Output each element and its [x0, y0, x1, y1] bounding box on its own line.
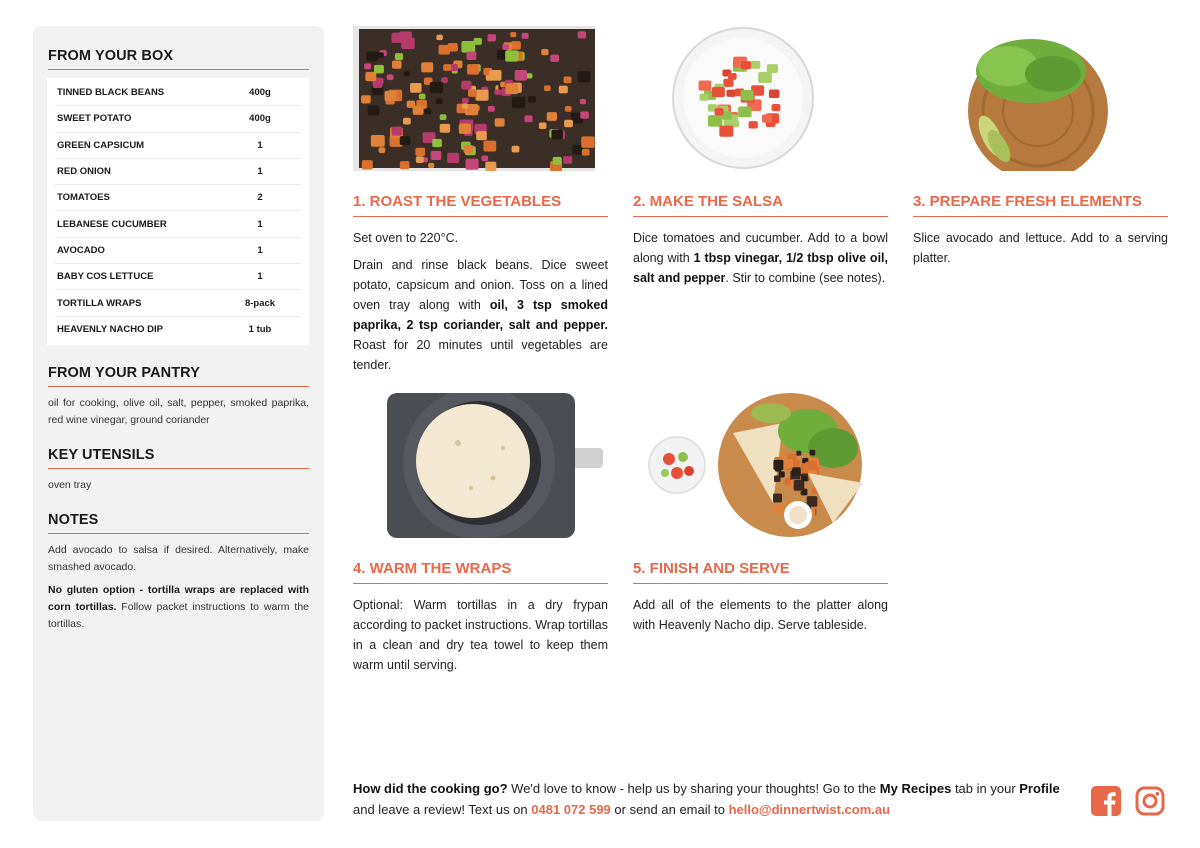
ingredient-name: TOMATOES — [57, 192, 110, 204]
feedback-text-4: or send an email to — [610, 802, 729, 817]
ingredient-quantity: 1 — [257, 244, 263, 256]
step-3 — [913, 26, 1168, 275]
ingredient-quantity: 400g — [249, 87, 271, 99]
step-1-paragraph-1: Set oven to 220°C. — [353, 231, 459, 245]
finish-and-serve-photo — [633, 393, 888, 538]
step-3-paragraph-1: Slice avocado and lettuce. Add to a serving platter. — [913, 231, 1168, 265]
step-1-text-a: Drain and rinse black beans. Dice sweet potato, capsicum and onion. Toss on a lined oven tray along with — [353, 258, 608, 312]
step-1-body — [353, 228, 608, 375]
pantry-text: oil for cooking, olive oil, salt, pepper, smoked paprika, red wine vinegar, ground coriander — [48, 396, 309, 426]
step-2-title: 2. MAKE THE SALSA — [633, 193, 888, 217]
ingredient-quantity: 8-pack — [244, 297, 276, 309]
feedback-question: How did the cooking go? — [353, 781, 508, 796]
facebook-icon[interactable] — [1090, 785, 1122, 817]
ingredient-row — [55, 80, 301, 106]
ingredient-name: RED ONION — [57, 166, 111, 178]
social-links — [1090, 785, 1166, 817]
step-5-body — [633, 595, 888, 635]
step-2-paragraph-1 — [633, 228, 888, 288]
ingredients-table — [47, 78, 309, 345]
step-2-text-a: Dice tomatoes and cucumber. Add to a bowl along with — [633, 231, 888, 265]
ingredient-quantity: 1 — [257, 166, 263, 178]
notes-paragraph-1: Add avocado to salsa if desired. Alternatively, make smashed avocado. — [48, 543, 309, 573]
profile-text: Profile — [1019, 781, 1060, 796]
ingredient-name: TINNED BLACK BEANS — [57, 87, 165, 99]
ingredient-row — [55, 185, 301, 211]
utensils-text: oven tray — [48, 478, 92, 491]
salsa-bowl-photo — [633, 26, 888, 171]
step-1-text-bold: oil, 3 tsp smoked paprika, 2 tsp coriander, salt and pepper. — [353, 298, 608, 332]
step-5-title: 5. FINISH AND SERVE — [633, 560, 888, 584]
step-1 — [353, 26, 608, 382]
ingredient-quantity: 1 — [257, 139, 263, 151]
feedback-text-2: tab in your — [951, 781, 1020, 796]
feedback-text-3: and leave a review! Text us on — [353, 802, 532, 817]
warm-wraps-photo — [353, 393, 608, 538]
feedback-footer — [353, 778, 1073, 820]
ingredient-row — [55, 106, 301, 132]
ingredient-row — [55, 238, 301, 264]
from-your-pantry-heading: FROM YOUR PANTRY — [48, 365, 309, 387]
step-1-title: 1. ROAST THE VEGETABLES — [353, 193, 608, 217]
ingredient-quantity: 1 — [257, 271, 263, 283]
step-4 — [353, 393, 608, 682]
notes-paragraph-2 — [48, 582, 309, 633]
step-4-paragraph-1: Optional: Warm tortillas in a dry frypan according to packet instructions. Wrap tortillas in a clean and dry tea towel to keep them warm until serving. — [353, 598, 608, 672]
ingredient-quantity: 1 — [257, 218, 263, 230]
ingredient-row — [55, 290, 301, 316]
ingredient-quantity: 1 tub — [248, 324, 272, 336]
step-2 — [633, 26, 888, 295]
instagram-icon[interactable] — [1134, 785, 1166, 817]
feedback-text-1: We'd love to know - help us by sharing your thoughts! Go to the — [507, 781, 880, 796]
phone-link[interactable]: 0481 072 599 — [531, 802, 611, 817]
step-1-paragraph-2 — [353, 255, 608, 375]
ingredient-quantity: 2 — [257, 192, 263, 204]
step-2-body — [633, 228, 888, 288]
ingredients-sidebar — [33, 26, 324, 821]
ingredient-row — [55, 211, 301, 237]
ingredient-name: HEAVENLY NACHO DIP — [57, 324, 163, 336]
ingredient-name: AVOCADO — [57, 244, 105, 256]
fresh-elements-photo — [913, 26, 1168, 171]
ingredient-name: LEBANESE CUCUMBER — [57, 218, 167, 230]
step-3-title: 3. PREPARE FRESH ELEMENTS — [913, 193, 1168, 217]
step-1-text-c: Roast for 20 minutes until vegetables are tender. — [353, 338, 608, 372]
step-2-text-c: . Stir to combine (see notes). — [725, 271, 886, 285]
step-4-title: 4. WARM THE WRAPS — [353, 560, 608, 584]
ingredient-quantity: 400g — [249, 113, 271, 125]
ingredient-row — [55, 264, 301, 290]
email-link[interactable]: hello@dinnertwist.com.au — [728, 802, 891, 817]
step-3-body — [913, 228, 1168, 268]
ingredient-row — [55, 159, 301, 185]
roast-vegetables-photo — [353, 26, 608, 171]
notes-heading: NOTES — [48, 512, 309, 534]
ingredient-name: GREEN CAPSICUM — [57, 139, 145, 151]
step-4-body — [353, 595, 608, 675]
ingredient-name: SWEET POTATO — [57, 113, 132, 125]
notes-gluten-free-bold: No gluten option - tortilla wraps are replaced with corn tortillas. — [48, 583, 309, 613]
my-recipes-tab-text: My Recipes — [879, 781, 952, 796]
ingredient-row — [55, 317, 301, 343]
key-utensils-heading: KEY UTENSILS — [48, 447, 309, 469]
step-5 — [633, 393, 888, 642]
ingredient-name: BABY COS LETTUCE — [57, 271, 154, 283]
step-5-paragraph-1: Add all of the elements to the platter along with Heavenly Nacho dip. Serve tableside. — [633, 598, 888, 632]
ingredient-name: TORTILLA WRAPS — [57, 297, 142, 309]
from-your-box-heading: FROM YOUR BOX — [48, 48, 309, 70]
ingredient-row — [55, 133, 301, 159]
step-2-text-bold: 1 tbsp vinegar, 1/2 tbsp olive oil, salt and pepper — [633, 251, 888, 285]
notes-gluten-free-rest: Follow packet instructions to warm the tortillas. — [48, 600, 309, 630]
